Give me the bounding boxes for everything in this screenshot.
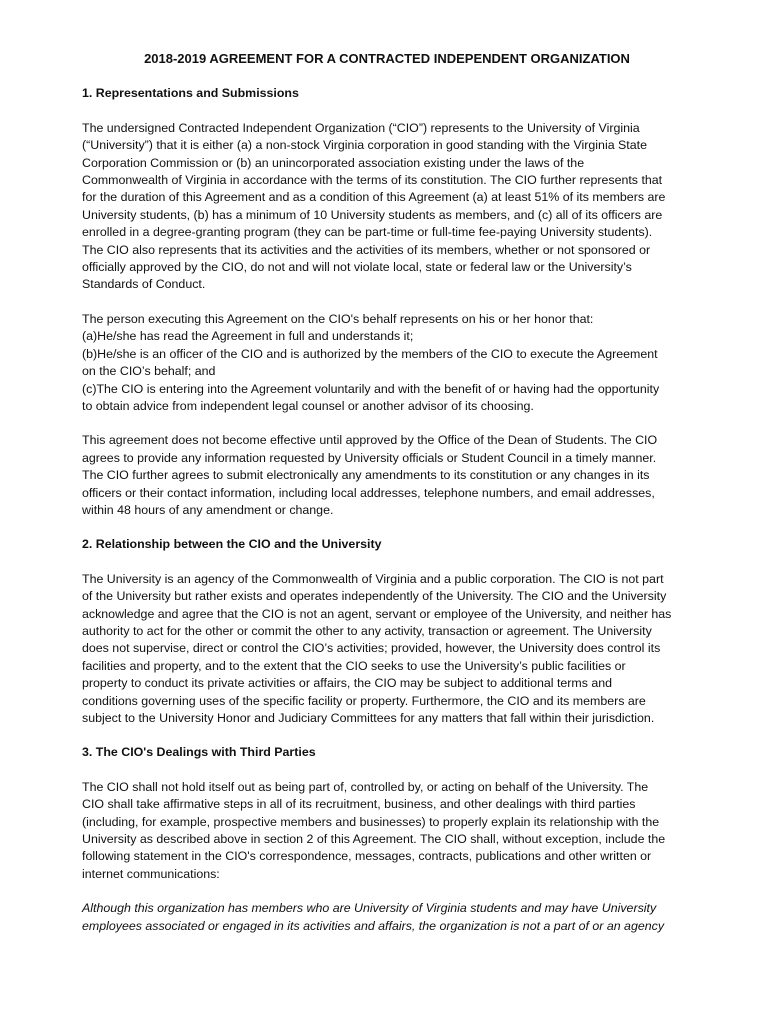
paragraph: [82, 779, 692, 883]
section-heading: 3. The CIO's Dealings with Third Parties: [82, 745, 316, 760]
text-line: facilities and property, and to the extent that the CIO seeks to use the University’s public facilities or: [82, 658, 626, 673]
text-line: (“University”) that it is either (a) a non-stock Virginia corporation in good standing with the Virginia State: [82, 138, 647, 153]
text-line: (a)He/she has read the Agreement in full and understands it;: [82, 329, 414, 344]
text-line: This agreement does not become effective until approved by the Office of the Dean of Students. The CIO: [82, 433, 658, 448]
paragraph: [82, 571, 692, 728]
text-line: officially approved by the CIO, do not and will not violate local, state or federal law or the University’s: [82, 260, 632, 275]
text-line: The CIO shall not hold itself out as being part of, controlled by, or acting on behalf of the University. The: [82, 779, 649, 794]
text-line: The person executing this Agreement on the CIO's behalf represents on his or her honor that:: [82, 311, 594, 326]
text-line: CIO shall take affirmative steps in all of its recruitment, business, and other dealings with third parties: [82, 797, 636, 812]
text-line: agrees to provide any information requested by University officials or Student Council in a timely manner.: [82, 450, 657, 465]
text-line: acknowledge and agree that the CIO is not an agent, servant or employee of the University, and neither has: [82, 606, 672, 621]
text-line: The University is an agency of the Commonwealth of Virginia and a public corporation. The CIO is not part: [82, 571, 664, 586]
text-line: (b)He/she is an officer of the CIO and is authorized by the members of the CIO to execute the Agreement: [82, 346, 658, 361]
paragraph: [82, 120, 692, 294]
text-line: employees associated or engaged in its activities and affairs, the organization is not a part of or an agency: [82, 918, 665, 933]
text-line: to obtain advice from independent legal counsel or another advisor of its choosing.: [82, 398, 534, 413]
text-line: enrolled in a degree-granting program (they can be part-time or full-time fee-paying University students).: [82, 225, 653, 240]
section-heading: 1. Representations and Submissions: [82, 86, 299, 101]
text-line: University students, (b) has a minimum of 10 University students as members, and (c) all of its officers are: [82, 207, 663, 222]
text-line: The CIO further agrees to submit electronically any amendments to its constitution or any changes in its: [82, 468, 650, 483]
document-title: 2018-2019 AGREEMENT FOR A CONTRACTED INDEPENDENT ORGANIZATION: [144, 51, 630, 66]
text-line: of the University but rather exists and operates independently of the University. The CIO and the University: [82, 589, 667, 604]
text-line: (c)The CIO is entering into the Agreement voluntarily and with the benefit of or having had the opportunity: [82, 381, 660, 396]
text-line: authority to act for the other or commit the other to any activity, transaction or agreement. The University: [82, 623, 652, 638]
document-page: [82, 44, 692, 952]
text-line: following statement in the CIO's correspondence, messages, contracts, publications and other written or: [82, 849, 652, 864]
text-line: Standards of Conduct.: [82, 277, 206, 292]
paragraph: [82, 432, 692, 519]
text-line: The undersigned Contracted Independent Organization (“CIO”) represents to the University of Virginia: [82, 120, 640, 135]
text-line: on the CIO’s behalf; and: [82, 364, 216, 379]
required-statement: [82, 900, 692, 935]
text-line: officers or their contact information, including local addresses, telephone numbers, and email addresses,: [82, 485, 655, 500]
text-line: subject to the University Honor and Judiciary Committees for any matters that fall within their jurisdiction.: [82, 711, 655, 725]
text-line: Corporation Commission or (b) an unincorporated association existing under the laws of the: [82, 155, 585, 170]
text-line: property to conduct its private activities or affairs, the CIO may be subject to additional terms and: [82, 676, 613, 691]
text-line: does not supervise, direct or control the CIO’s activities; provided, however, the University does control its: [82, 641, 661, 656]
text-line: University as described above in section 2 of this Agreement. The CIO shall, without exception, include the: [82, 832, 666, 847]
text-line: conditions governing uses of the specific facility or property. Furthermore, the CIO and its members are: [82, 693, 646, 708]
text-line: Commonwealth of Virginia in accordance with the terms of its constitution. The CIO further represents that: [82, 173, 663, 188]
text-line: internet communications:: [82, 866, 220, 881]
text-line: The CIO also represents that its activities and the activities of its members, whether or not sponsored or: [82, 242, 651, 257]
text-line: (including, for example, prospective members and businesses) to properly explain its relationship with the: [82, 814, 660, 829]
text-line: for the duration of this Agreement and as a condition of this Agreement (a) at least 51% of its members are: [82, 190, 666, 205]
text-line: Although this organization has members who are University of Virginia students and may have University: [82, 901, 657, 916]
paragraph: [82, 311, 692, 415]
section-heading: 2. Relationship between the CIO and the University: [82, 537, 382, 552]
text-line: within 48 hours of any amendment or change.: [82, 502, 334, 517]
